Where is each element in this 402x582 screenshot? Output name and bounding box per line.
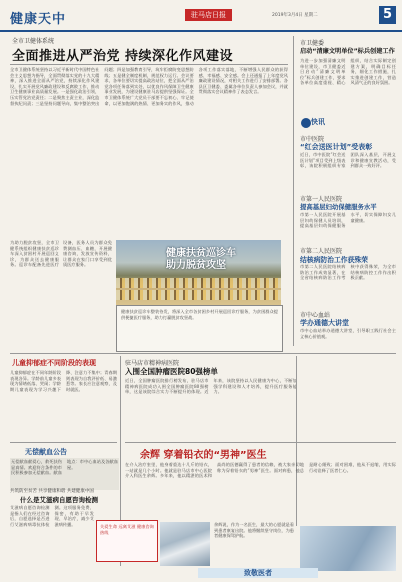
section-title: 健康天中 xyxy=(10,12,67,27)
notice-body: 无偿献血献爱心，救死扶伤显真情。欢迎符合条件的市民积极参加无偿献血。献血地点：市中心血站及各献血屋。 xyxy=(10,458,119,490)
bottom-left-kicker: 共筑防至贫苦 共享健康和谐 共建健康中国 xyxy=(10,489,94,494)
brief-1-title: “红会送医计划”受表彰 xyxy=(300,143,373,151)
left-mid-headline: 儿童抑郁症不同阶段的表现 xyxy=(12,359,96,367)
lead-body: 全市卫健体系统坚持以习近平新时代中国特色社会主义思想为指导，全面贯彻落实党的十九大精神，深入推进全面从严治党，持续深化作风建设，扎实开展党风廉政建设和反腐败工作，推动卫生健康事业高质量发展。一是强化政治引领，压实管党治党责任；二是聚焦主责主业，深化监督执纪问责；三是坚持问题导向，集中整治突出问题；四是加强教育引导，筑牢拒腐防变思想防线；五是健全制度机制，规范权力运行。会议要求，各单位要切实提高政治站位，把全面从严治党各项任务落到实处，以优良作风保障卫生健康事业发展，为建设健康驻马店提供坚强保证。全市卫健体系统广大党员干部要不忘初心、牢记使命，以更加饱满的热情、更加务实的作风，推动各项工作落实落地，不断增强人民群众的获得感、幸福感、安全感。会上还通报了上年度党风廉政建设情况，对相关工作进行了安排部署。各县区卫健委、委属各单位负责人参加会议，并就贯彻落实会议精神作了表态发言。 xyxy=(10,67,288,106)
newspaper-logo: 驻马店日报 xyxy=(185,9,232,21)
side-body: 为进一步加强清廉文明单位建设，市卫健委近日启动“清廉文明单位”标兵创建工作，要求各单位高度重视、精心组织，结合实际制定创建方案，明确目标任务，细化工作措施，扎实推进创建工作，营造风清气正的良好氛围。 xyxy=(300,58,396,86)
doctor-photo xyxy=(160,522,210,566)
photo-caption: 健康扶贫巡诊车 助力脱贫攻坚 xyxy=(166,248,236,271)
feature-body: 在介入治疗室里，他身着重达十几斤的铅衣，一站就是几个小时。他就是驻马店市中心医院介入科医生余辉。多年来，他以精湛的医术和高尚的医德赢得了患者的信赖，被大家亲切地称为穿着铅衣的“男神”医生。面对病患，他总是耐心细致；面对困难，他从不退缩，用实际行动诠释了医者仁心。 xyxy=(125,462,396,479)
brief-4-title: 学办通德大讲堂 xyxy=(300,319,349,327)
side-headline: 启动“清廉文明单位”标兵创建工作 xyxy=(300,48,395,55)
divider xyxy=(10,64,288,65)
brief-4-body: 市中心血站举办道德大讲堂，引导职工践行社会主义核心价值观。 xyxy=(300,328,396,339)
brief-label: 快讯 xyxy=(311,118,325,126)
brief-1-org: 市中医院 xyxy=(300,136,325,143)
brief-4-org: 市中心血站 xyxy=(300,312,331,319)
vehicle-row xyxy=(116,290,281,300)
page-number: 5 xyxy=(379,6,396,24)
bottom-left-body: 艾滋病自愿咨询检测是指人们在经过咨询后，自愿选择是否进行艾滋病病毒抗体检测。这项服务免费、保密，有助于早发现、早治疗，减少艾滋病传播。 xyxy=(10,505,94,527)
mid-kicker: 驻马店市精神病医院 xyxy=(125,360,180,367)
brief-3-body: 市第二人民医院结核病防治工作成效显著，在全省结核病防治工作考核中获得殊荣，为全市结核病防控工作作出积极贡献。 xyxy=(300,264,396,281)
brief-2-body: 市第一人民医院开展基层妇幼保健人员培训，提高基层妇幼保健服务水平，切实保障妇女儿童健康。 xyxy=(300,212,396,229)
brief-2-org: 市第一人民医院 xyxy=(300,196,343,203)
vehicle-row xyxy=(116,278,281,288)
photo-description-box xyxy=(116,305,283,352)
advertisement-box xyxy=(96,520,158,562)
brief-header xyxy=(301,117,397,129)
lead-kicker: 全市卫健体系统 xyxy=(12,38,55,45)
brief-1-body: 近日，市中医院“红会送医计划”项目受到上级表彰，该院积极组织专家团队深入基层，开展义诊和健康宣教活动，受到群众一致好评。 xyxy=(300,152,396,169)
bottom-left-headline: 什么是艾滋病自愿咨询检测 xyxy=(20,496,98,504)
column-divider xyxy=(293,36,294,346)
divider xyxy=(10,442,117,443)
brief-2-title: 提高基层妇幼保健服务水平 xyxy=(300,203,377,211)
mid-body: 近日，全国肿瘤医院排行榜发布，驻马店市精神病医院成功入围全国肿瘤医院80强榜单，这是该院综合实力不断提升的体现。近年来，该院坚持以人民健康为中心，不断加强学科建设和人才培养，提升医疗服务能力。 xyxy=(125,378,297,395)
footer-banner xyxy=(198,568,318,578)
brief-dot-icon xyxy=(301,118,311,128)
side-kicker: 市卫健委 xyxy=(300,40,325,47)
lead-headline: 全面推进从严治党 持续深化作风建设 xyxy=(12,49,234,64)
issue-date: 2019年3月4日 星期二 xyxy=(272,13,318,18)
divider xyxy=(125,442,396,443)
mid-headline: 入围全国肿瘤医院80强榜单 xyxy=(125,367,218,376)
feature-headline: 余辉 穿着铅衣的“男神”医生 xyxy=(140,450,267,461)
photo-description: 健康扶贫巡诊车整装待发，将深入全市各贫困乡村开展巡回诊疗服务，为贫困群众提供便捷医疗服务，助力打赢脱贫攻坚战。 xyxy=(121,309,278,320)
feature-photo xyxy=(300,526,396,571)
left-column-body: 为助力脱贫攻坚，全市卫健系统组织健康扶贫巡诊车深入贫困村开展巡回义诊，为群众送去健康服务。巡诊车配备先进医疗设备，医务人员为群众免费测血压、血糖，开展健康咨询，发放宣传资料，让群众在家门口享受到优质医疗服务。 xyxy=(10,240,112,268)
left-mid-body: 儿童抑郁症在不同年龄阶段表现各异。学龄前儿童多表现为情绪低落、哭闹；学龄期儿童表现为学习兴趣下降、注意力不集中；青春期则表现为自我评价低、易激惹等。家长应注意观察，及时就医。 xyxy=(10,370,117,392)
notice-headline: 无偿献血公告 xyxy=(25,448,67,456)
brief-3-org: 市第二人民医院 xyxy=(300,248,343,255)
divider xyxy=(10,353,396,354)
page-header xyxy=(0,0,402,32)
footer-label: 致敬医者 xyxy=(244,569,272,577)
health-van-photo xyxy=(116,240,281,305)
advertisement-text: 关爱生命 远离艾滋 健康咨询热线 xyxy=(100,524,154,535)
feature-body-cont: 余辉说，作为一名医生，最大的心愿就是看到患者康复出院。他将继续坚守岗位，为患者健康保驾护航。 xyxy=(214,522,294,539)
brief-3-title: 结核病防治工作获殊荣 xyxy=(300,256,368,264)
